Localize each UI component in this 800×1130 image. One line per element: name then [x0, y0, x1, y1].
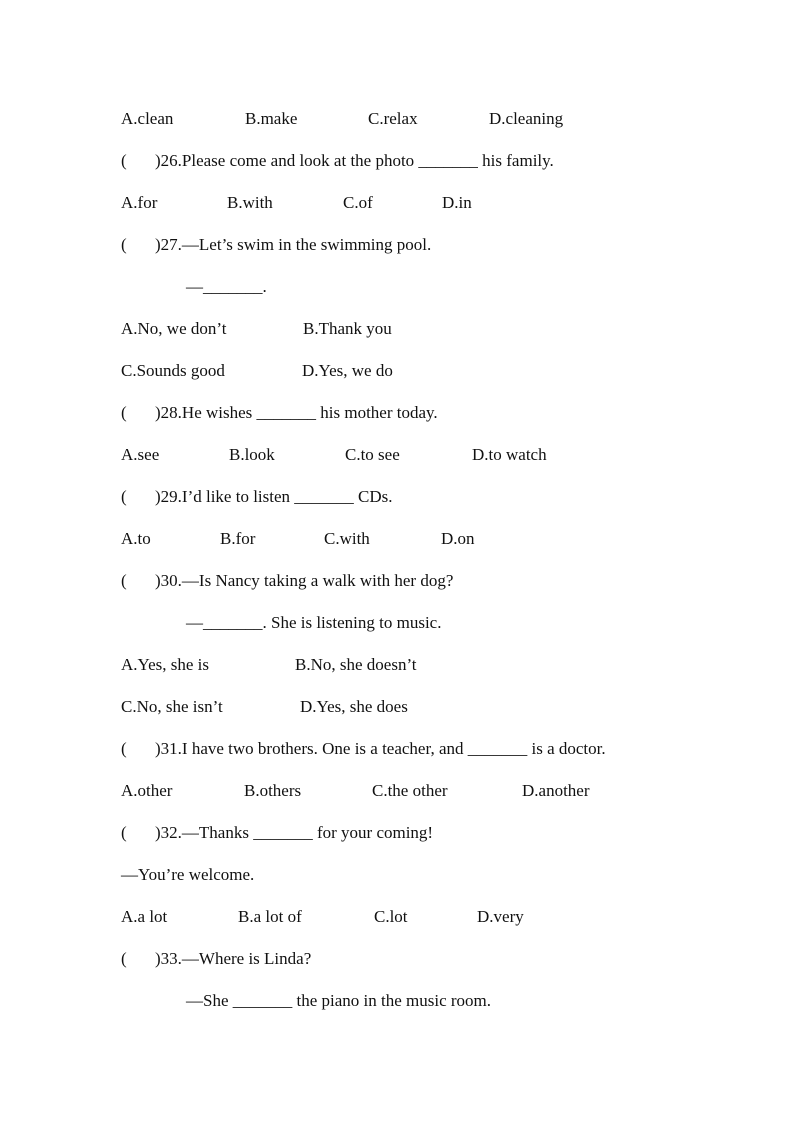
option-b: B.a lot of: [238, 907, 302, 926]
option-b: B.others: [244, 781, 302, 800]
option-c: C.No, she isn’t: [121, 697, 223, 716]
option-d: D.cleaning: [489, 109, 564, 128]
answer-bracket: (: [121, 949, 127, 968]
option-b: B.Thank you: [303, 319, 392, 338]
option-b: B.No, she doesn’t: [295, 655, 417, 674]
option-a: A.for: [121, 193, 158, 212]
option-b: B.look: [229, 445, 275, 464]
option-a: A.other: [121, 781, 173, 800]
option-d: D.Yes, she does: [300, 697, 408, 716]
option-a: A.to: [121, 529, 151, 548]
question-text: )33.—Where is Linda?: [155, 949, 312, 968]
option-b: B.with: [227, 193, 273, 212]
option-d: D.in: [442, 193, 472, 212]
answer-bracket: (: [121, 487, 127, 506]
option-d: D.on: [441, 529, 475, 548]
response-line: —She _______ the piano in the music room.: [186, 991, 492, 1010]
response-line: —You’re welcome.: [121, 865, 255, 884]
option-d: D.to watch: [472, 445, 547, 464]
option-c: C.of: [343, 193, 373, 212]
option-c: C.relax: [368, 109, 418, 128]
question-text: )31.I have two brothers. One is a teacher, and _______ is a doctor.: [155, 739, 606, 758]
option-c: C.with: [324, 529, 370, 548]
option-a: A.No, we don’t: [121, 319, 227, 338]
option-c: C.the other: [372, 781, 448, 800]
answer-bracket: (: [121, 151, 127, 170]
option-d: D.Yes, we do: [302, 361, 393, 380]
option-a: A.clean: [121, 109, 174, 128]
option-b: B.for: [220, 529, 256, 548]
option-d: D.another: [522, 781, 590, 800]
option-c: C.to see: [345, 445, 400, 464]
option-d: D.very: [477, 907, 524, 926]
answer-bracket: (: [121, 823, 127, 842]
option-b: B.make: [245, 109, 298, 128]
question-text: )32.—Thanks _______ for your coming!: [155, 823, 434, 842]
question-text: )26.Please come and look at the photo _______ his family.: [155, 151, 554, 170]
question-text: )27.—Let’s swim in the swimming pool.: [155, 235, 432, 254]
option-c: C.Sounds good: [121, 361, 225, 380]
response-line: —_______.: [186, 277, 267, 296]
question-text: )29.I’d like to listen _______ CDs.: [155, 487, 393, 506]
option-c: C.lot: [374, 907, 408, 926]
response-line: —_______. She is listening to music.: [186, 613, 442, 632]
answer-bracket: (: [121, 235, 127, 254]
answer-bracket: (: [121, 739, 127, 758]
answer-bracket: (: [121, 403, 127, 422]
option-a: A.Yes, she is: [121, 655, 210, 674]
question-text: )30.—Is Nancy taking a walk with her dog?: [155, 571, 454, 590]
answer-bracket: (: [121, 571, 127, 590]
option-a: A.see: [121, 445, 160, 464]
question-text: )28.He wishes _______ his mother today.: [155, 403, 438, 422]
option-a: A.a lot: [121, 907, 168, 926]
